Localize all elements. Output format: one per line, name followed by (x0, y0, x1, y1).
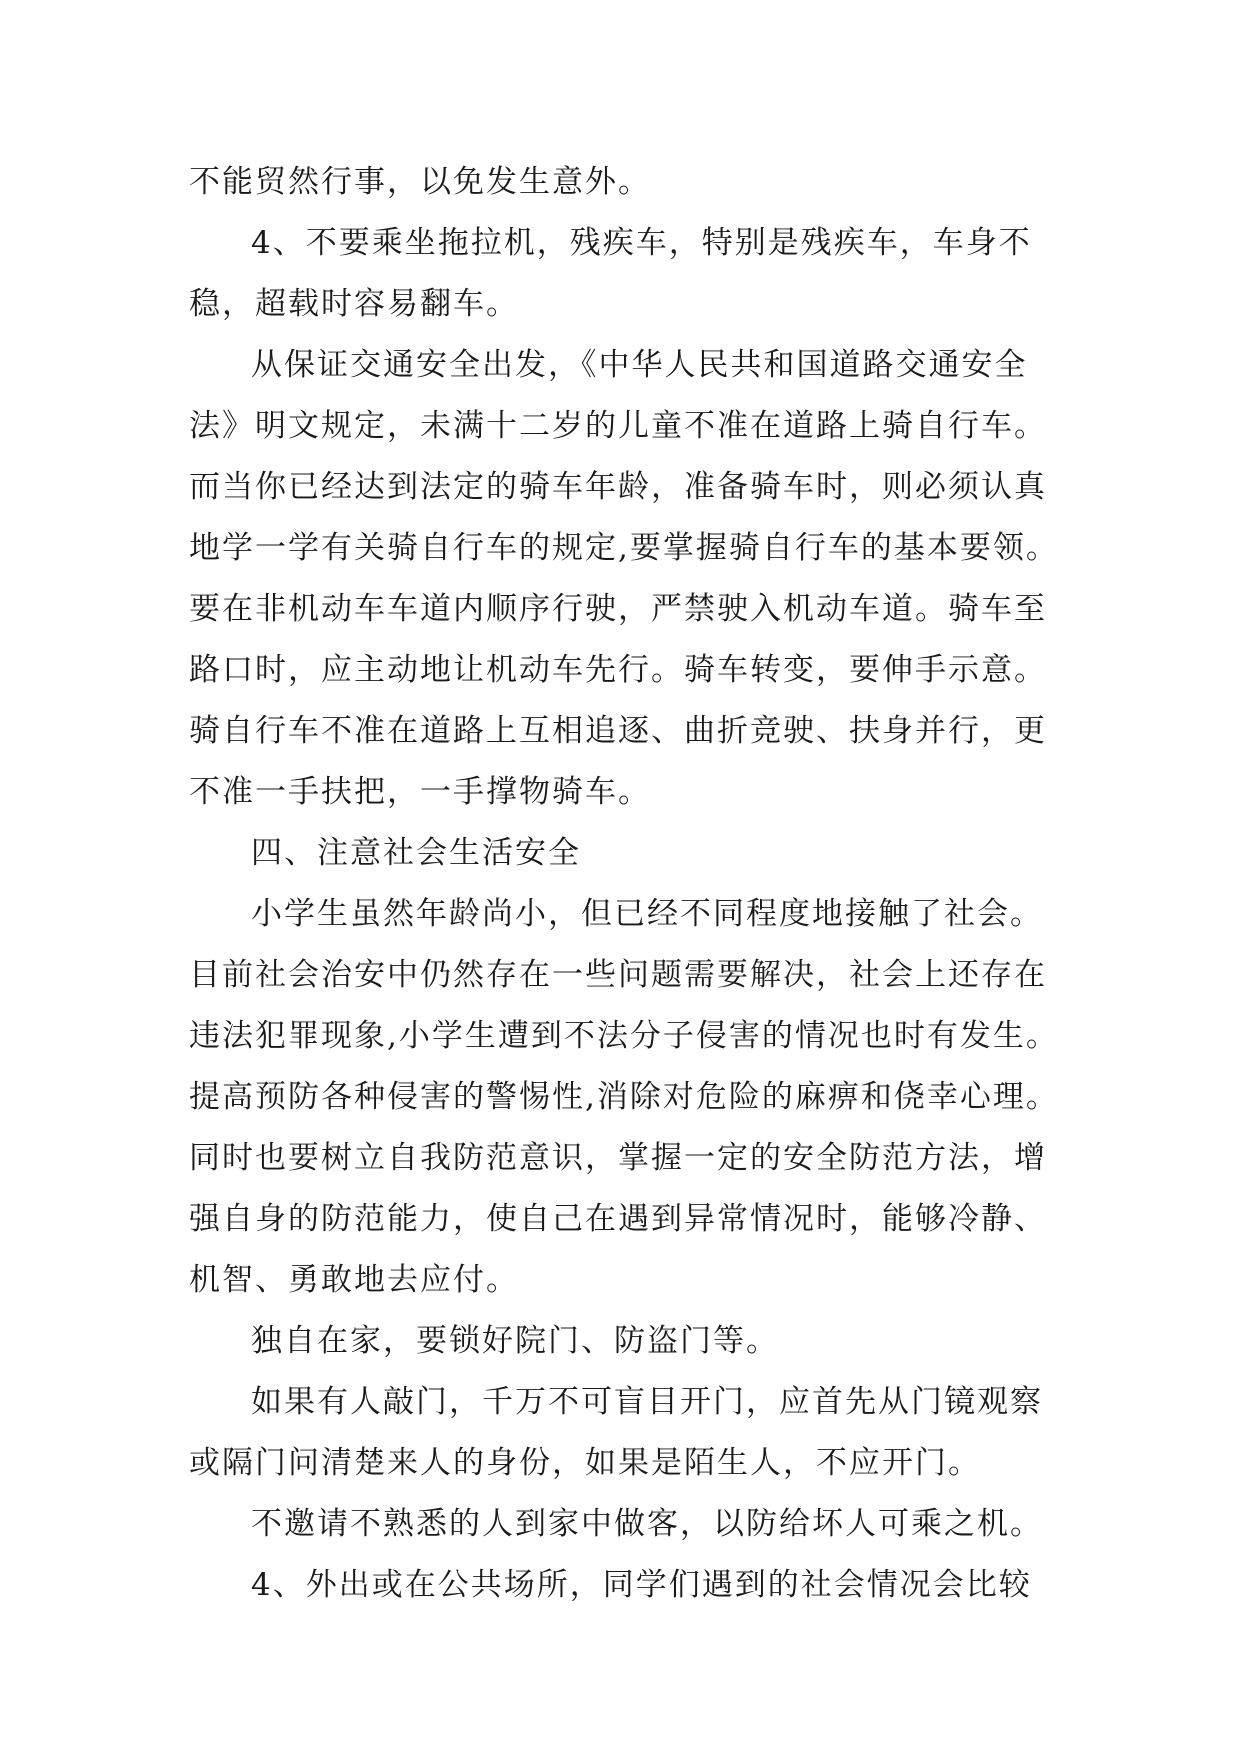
text-line: 稳，超载时容易翻车。 (189, 286, 519, 322)
text-line: 强自身的防范能力，使自己在遇到异常情况时，能够冷静、 (189, 1201, 1047, 1237)
text-line: 违法犯罪现象,小学生遭到不法分子侵害的情况也时有发生。 (189, 1018, 1059, 1054)
text-line: 法》明文规定，未满十二岁的儿童不准在道路上骑自行车。 (189, 408, 1047, 444)
text-line: 4、外出或在公共场所，同学们遇到的社会情况会比较 (251, 1567, 1032, 1603)
text-line: 目前社会治安中仍然存在一些问题需要解决，社会上还存在 (189, 957, 1047, 993)
text-line: 骑自行车不准在道路上互相追逐、曲折竞驶、扶身并行，更 (189, 713, 1047, 749)
document-body (189, 152, 1061, 1616)
text-line: 不能贸然行事，以免发生意外。 (189, 164, 651, 200)
text-line: 要在非机动车车道内顺序行驶，严禁驶入机动车道。骑车至 (189, 591, 1047, 627)
text-line: 从保证交通安全出发，《中华人民共和国道路交通安全 (251, 347, 1028, 383)
text-line: 路口时，应主动地让机动车先行。骑车转变，要伸手示意。 (189, 652, 1047, 688)
text-line: 或隔门问清楚来人的身份，如果是陌生人，不应开门。 (189, 1445, 981, 1481)
text-line: 机智、勇敢地去应付。 (189, 1262, 519, 1298)
text-line: 地学一学有关骑自行车的规定,要掌握骑自行车的基本要领。 (189, 530, 1059, 566)
text-line: 提高预防各种侵害的警惕性,消除对危险的麻痹和侥幸心理。 (189, 1079, 1059, 1115)
text-line: 不邀请不熟悉的人到家中做客，以防给坏人可乘之机。 (251, 1506, 1043, 1542)
text-line: 4、不要乘坐拖拉机，残疾车，特别是残疾车，车身不 (251, 225, 1032, 261)
text-line: 独自在家，要锁好院门、防盗门等。 (251, 1323, 779, 1359)
text-line: 而当你已经达到法定的骑车年龄，准备骑车时，则必须认真 (189, 469, 1047, 505)
text-line: 同时也要树立自我防范意识，掌握一定的安全防范方法，增 (189, 1140, 1047, 1176)
text-line: 小学生虽然年龄尚小，但已经不同程度地接触了社会。 (251, 896, 1043, 932)
section-heading: 四、注意社会生活安全 (251, 835, 581, 871)
text-line: 不准一手扶把，一手撑物骑车。 (189, 774, 651, 810)
text-line: 如果有人敲门，千万不可盲目开门，应首先从门镜观察 (251, 1384, 1043, 1420)
